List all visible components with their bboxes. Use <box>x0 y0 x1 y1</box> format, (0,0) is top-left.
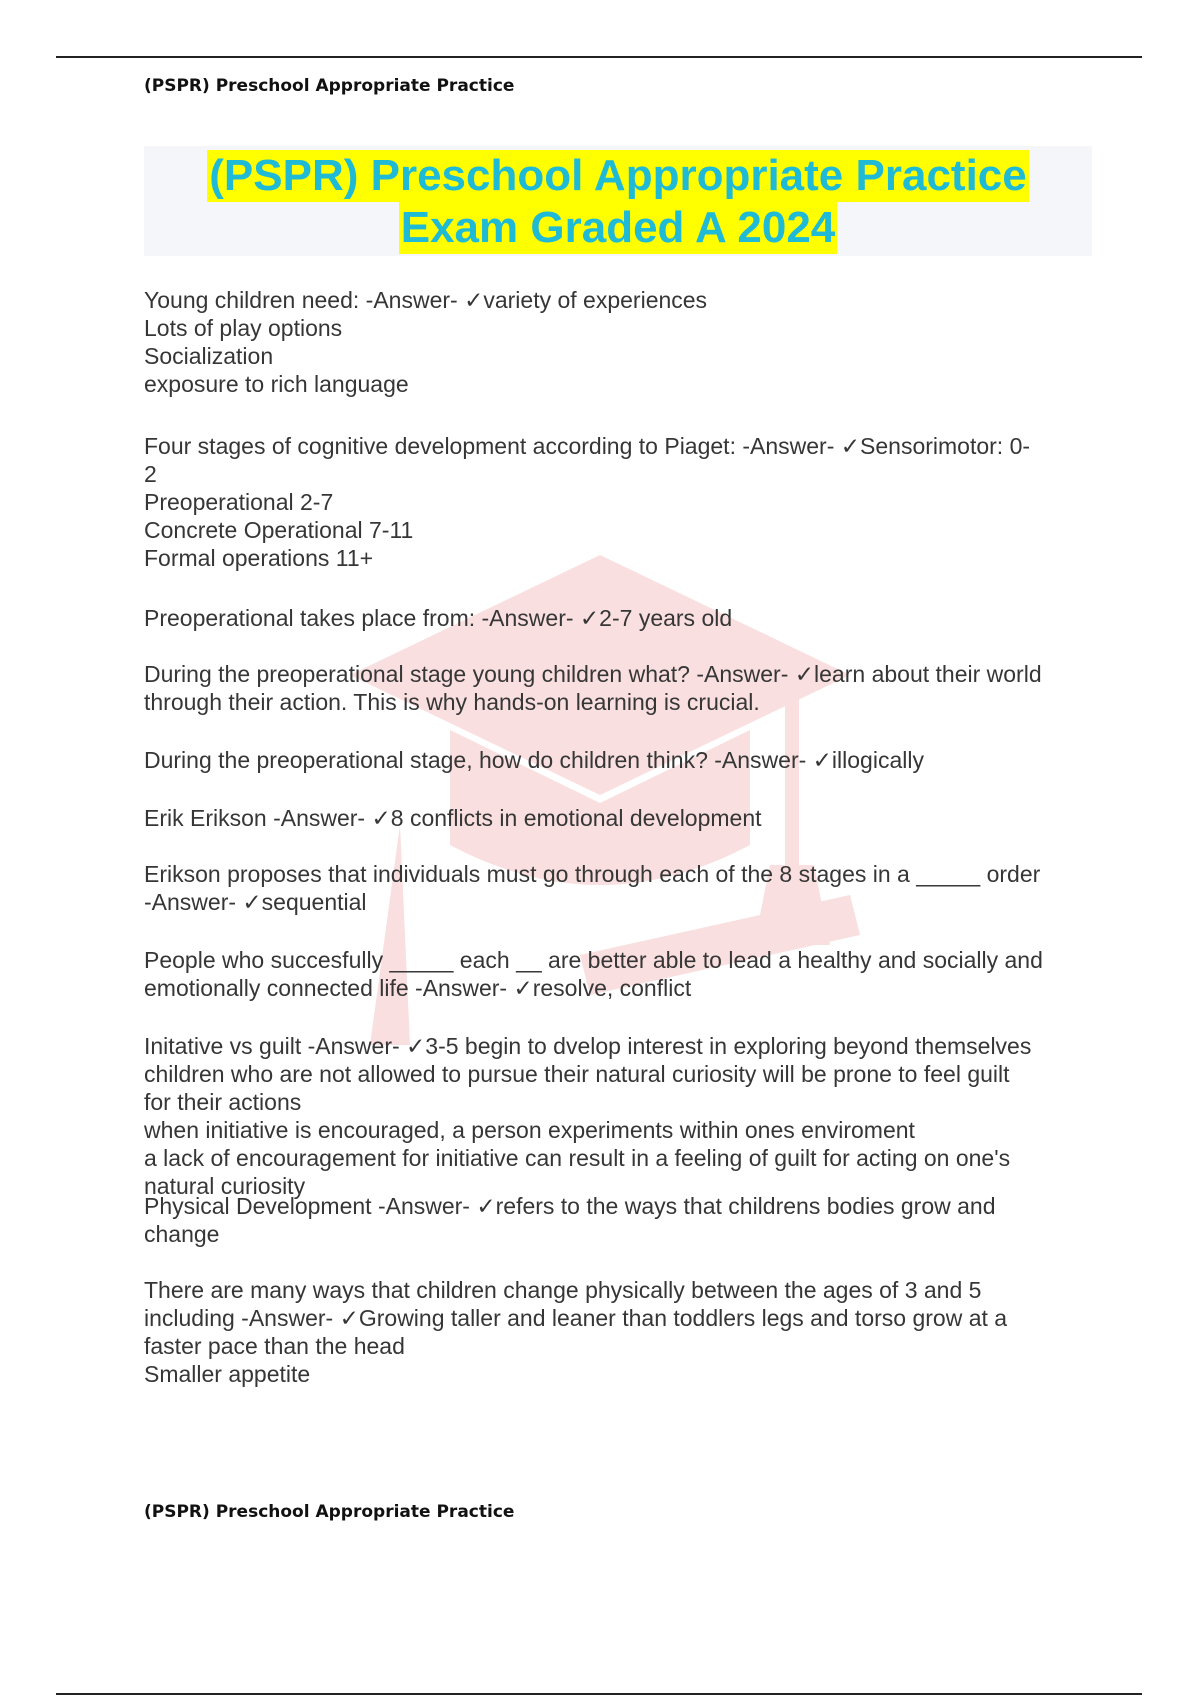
qa-line: Formal operations 11+ <box>144 545 374 571</box>
title-line-2: Exam Graded A 2024 <box>400 203 836 252</box>
qa-line: Erikson proposes that individuals must go through each of the 8 stages in a _____ order <box>144 861 1041 887</box>
qa-item <box>144 746 1092 774</box>
qa-line: Lots of play options <box>144 315 343 341</box>
qa-line: exposure to rich language <box>144 371 409 397</box>
qa-line: Socialization <box>144 343 274 369</box>
header-rule <box>56 56 1142 58</box>
qa-line: Preoperational 2-7 <box>144 489 334 515</box>
qa-line: Physical Development -Answer- ✓refers to the ways that childrens bodies grow and <box>144 1193 996 1219</box>
qa-line: Concrete Operational 7-11 <box>144 517 414 543</box>
qa-item <box>144 946 1092 1002</box>
qa-line: -Answer- ✓sequential <box>144 889 367 915</box>
qa-line: 2 <box>144 461 157 487</box>
qa-line: There are many ways that children change physically between the ages of 3 and 5 <box>144 1277 982 1303</box>
footer-rule <box>56 1693 1142 1695</box>
qa-line: Smaller appetite <box>144 1361 311 1387</box>
qa-item <box>144 1276 1092 1388</box>
qa-line: through their action. This is why hands-on learning is crucial. <box>144 689 760 715</box>
qa-item <box>144 860 1092 916</box>
qa-item <box>144 1032 1092 1200</box>
qa-line: natural curiosity <box>144 1173 306 1199</box>
qa-line: faster pace than the head <box>144 1333 405 1359</box>
qa-line: Erik Erikson -Answer- ✓8 conflicts in emotional development <box>144 805 762 831</box>
qa-line: emotionally connected life -Answer- ✓resolve, conflict <box>144 975 692 1001</box>
qa-line: Preoperational takes place from: -Answer- ✓2-7 years old <box>144 605 733 631</box>
qa-line: During the preoperational stage young children what? -Answer- ✓learn about their world <box>144 661 1042 687</box>
qa-item <box>144 432 1092 572</box>
running-header: (PSPR) Preschool Appropriate Practice <box>144 76 515 96</box>
qa-line: children who are not allowed to pursue their natural curiosity will be prone to feel guilt <box>144 1061 1010 1087</box>
qa-line: including -Answer- ✓Growing taller and leaner than toddlers legs and torso grow at a <box>144 1305 1008 1331</box>
qa-item <box>144 804 1092 832</box>
qa-line: Young children need: -Answer- ✓variety of experiences <box>144 287 708 313</box>
title-line-1: (PSPR) Preschool Appropriate Practice <box>209 151 1027 200</box>
qa-item <box>144 286 1092 398</box>
qa-line: Four stages of cognitive development according to Piaget: -Answer- ✓Sensorimotor: 0- <box>144 433 1031 459</box>
qa-line: for their actions <box>144 1089 302 1115</box>
qa-line: People who succesfully _____ each __ are better able to lead a healthy and socially and <box>144 947 1043 973</box>
qa-line: a lack of encouragement for initiative can result in a feeling of guilt for acting on one's <box>144 1145 1011 1171</box>
title-block <box>144 146 1092 256</box>
qa-item <box>144 1192 1092 1248</box>
qa-line: change <box>144 1221 220 1247</box>
qa-line: when initiative is encouraged, a person experiments within ones enviroment <box>144 1117 915 1143</box>
running-footer: (PSPR) Preschool Appropriate Practice <box>144 1502 515 1522</box>
qa-item <box>144 604 1092 632</box>
qa-line: During the preoperational stage, how do children think? -Answer- ✓illogically <box>144 747 924 773</box>
qa-line: Initative vs guilt -Answer- ✓3-5 begin to dvelop interest in exploring beyond themselves <box>144 1033 1032 1059</box>
qa-item <box>144 660 1092 716</box>
